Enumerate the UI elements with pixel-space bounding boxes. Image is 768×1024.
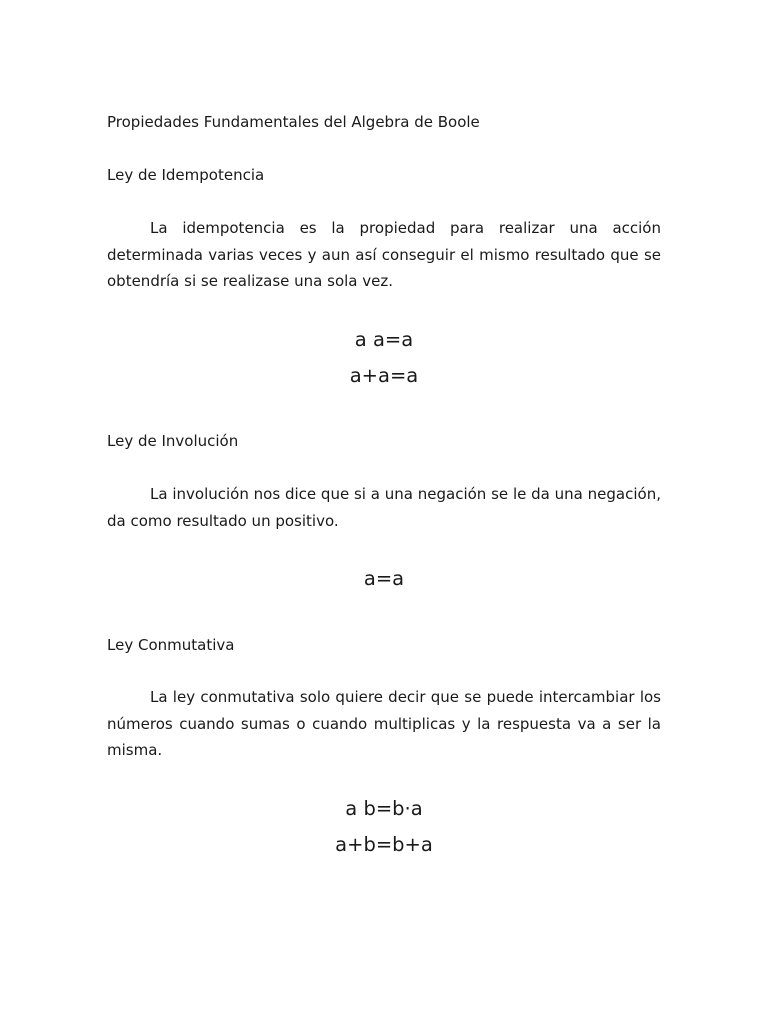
formula-conmutativa-product: a b=b·a — [345, 797, 423, 820]
section-heading-idempotencia: Ley de Idempotencia — [107, 166, 265, 184]
section-heading-involucion: Ley de Involución — [107, 432, 239, 450]
section-paragraph-involucion: La involución nos dice que si a una negación se le da una negación, da como resultado un positivo. — [107, 485, 661, 530]
section-paragraph-conmutativa: La ley conmutativa solo quiere decir que se puede intercambiar los números cuando sumas o cuando multiplicas y la respuesta va a ser la misma. — [107, 688, 661, 759]
section-heading-conmutativa: Ley Conmutativa — [107, 636, 235, 654]
formula-idempotencia-product: a a=a — [354, 328, 414, 351]
section-paragraph-idempotencia: La idempotencia es la propiedad para realizar una acción determinada varias veces y aun así conseguir el mismo resultado que se obtendría si se realizase una sola vez. — [107, 219, 661, 290]
formula-conmutativa-sum: a+b=b+a — [335, 833, 433, 856]
document-title: Propiedades Fundamentales del Algebra de Boole — [107, 113, 480, 131]
formula-involucion: a=a — [363, 567, 405, 590]
formula-idempotencia-sum: a+a=a — [349, 364, 419, 387]
